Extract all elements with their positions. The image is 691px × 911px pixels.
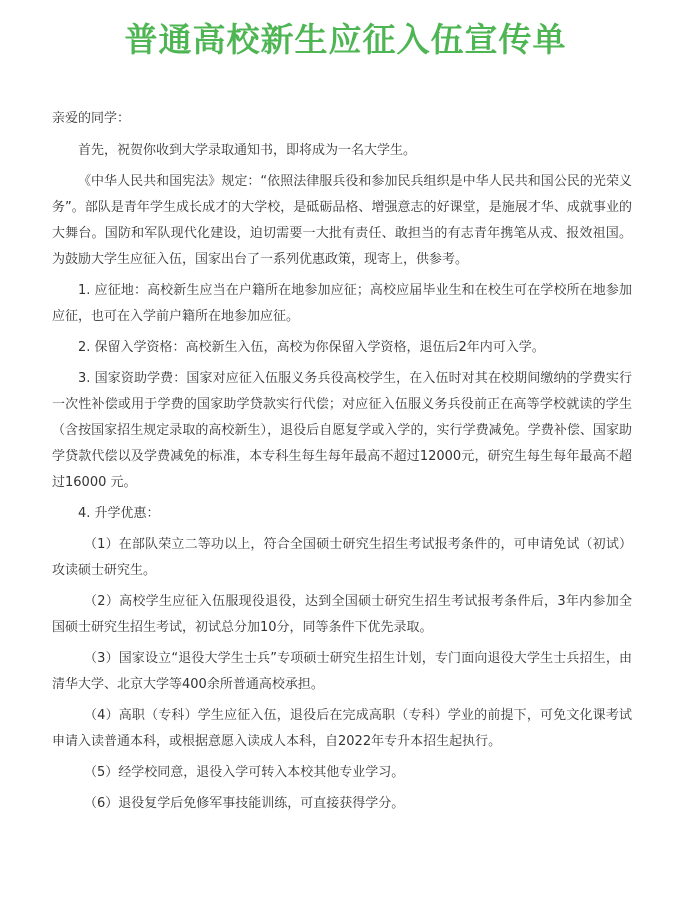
policy-item-enrollment-retention: 2. 保留入学资格：高校新生入伍，高校为你保留入学资格，退伍后2年内可入学。: [78, 340, 545, 355]
paragraph-congrats: 首先，祝贺你收到大学录取通知书，即将成为一名大学生。: [78, 143, 417, 158]
paragraph-constitution: 《中华人民共和国宪法》规定：“依照法律服兵役和参加民兵组织是中华人民共和国公民的光荣义务”。部队是青年学生成长成才的大学校，是砥砺品格、增强意志的好课堂，是施展才华、成就事业的大舞台。国防和军队现代化建设，迫切需要一大批有责任、敢担当的有志青年携笔从戎、报效祖国。为鼓励大学生应征入伍，国家出台了一系列优惠政策，现寄上，供参考。: [52, 174, 632, 267]
sub-item: （3）国家设立“退役大学生士兵”专项硕士研究生招生计划，专门面向退役大学生士兵招生，由清华大学、北京大学等400余所普通高校承担。: [52, 651, 632, 692]
sub-item: （1）在部队荣立二等功以上，符合全国硕士研究生招生考试报考条件的，可申请免试（初试）攻读硕士研究生。: [52, 537, 632, 578]
policy-item-enlistment-location: 1. 应征地：高校新生应当在户籍所在地参加应征；高校应届毕业生和在校生可在学校所在地参加应征，也可在入学前户籍所在地参加应征。: [52, 283, 632, 324]
sub-item: （5）经学校同意，退役入学可转入本校其他专业学习。: [84, 765, 405, 780]
sub-item: （4）高职（专科）学生应征入伍，退役后在完成高职（专科）学业的前提下，可免文化课考试申请入读普通本科，或根据意愿入读成人本科，自2022年专升本招生起执行。: [52, 708, 632, 749]
sub-item: （6）退役复学后免修军事技能训练，可直接获得学分。: [84, 796, 405, 811]
policy-item-education-benefits: 4. 升学优惠：: [78, 506, 160, 521]
sub-item: （2）高校学生应征入伍服现役退役，达到全国硕士研究生招生考试报考条件后，3年内参加全国硕士研究生招生考试，初试总分加10分，同等条件下优先录取。: [52, 594, 632, 635]
greeting: 亲爱的同学：: [52, 111, 131, 126]
flyer-body: [52, 106, 632, 822]
page-title: 普通高校新生应征入伍宣传单: [124, 20, 567, 59]
policy-item-tuition-aid: 3. 国家资助学费：国家对应征入伍服义务兵役高校学生，在入伍时对其在校期间缴纳的学费实行一次性补偿或用于学费的国家助学贷款实行代偿；对应征入伍服义务兵役前正在高等学校就读的学生（含按国家招生规定录取的高校新生），退役后自愿复学或入学的，实行学费减免。学费补偿、国家助学贷款代偿以及学费减免的标准，本专科生每生每年最高不超过12000元，研究生每生每年最高不超过16000 元。: [52, 371, 632, 490]
